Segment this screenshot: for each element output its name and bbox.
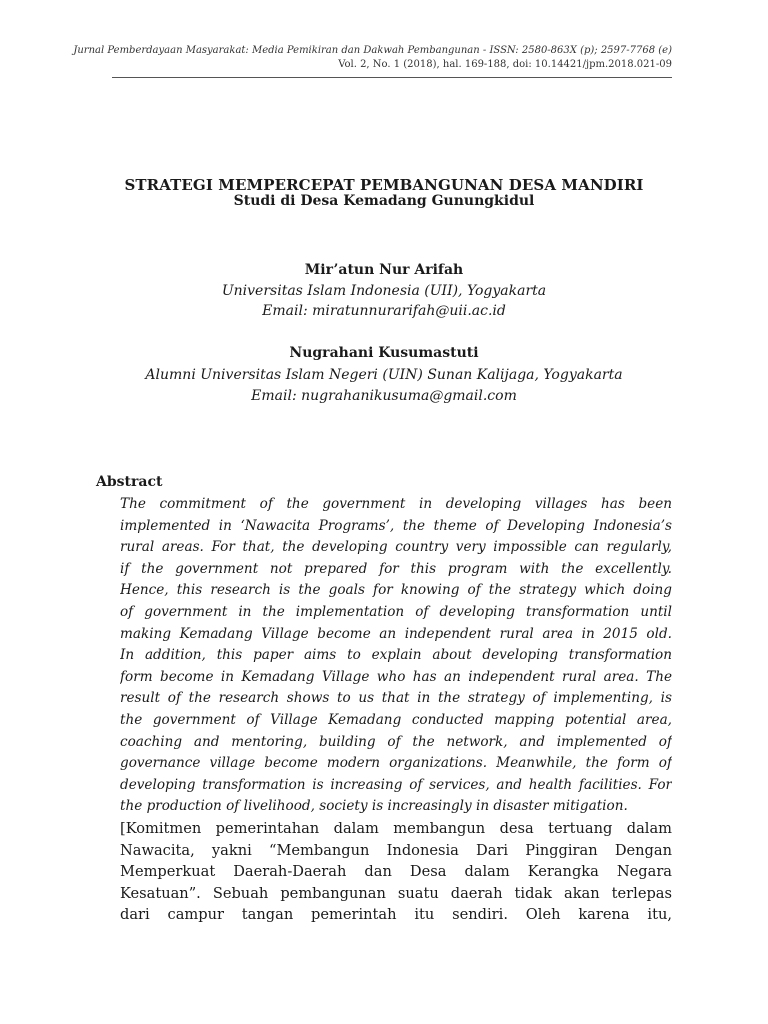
abstract-line: governance village become modern organizations. Meanwhile, the form of [120,755,672,772]
abstract-line: The commitment of the government in developing villages has been [120,496,672,512]
abstract-line: coaching and mentoring, building of the network, and implemented of [120,733,672,750]
indonesian-abstract-line: Memperkuat Daerah-Daerah dan Desa dalam Kerangka Negara [120,863,672,881]
abstract-line: result of the research shows to us that in the strategy of implementing, is [120,690,672,707]
indonesian-abstract-line: dari campur tangan pemerintah itu sendiri. Oleh karena itu, [120,906,672,924]
author-2-email: Email: nugrahanikusuma@gmail.com [251,388,517,404]
abstract-line: rural areas. For that, the developing country very impossible can regularly, [120,539,672,556]
abstract-line: Hence, this research is the goals for knowing of the strategy which doing [120,582,672,599]
header-divider [112,77,672,78]
author-1-name: Mir’atun Nur Arifah [304,262,464,278]
journal-header-line: Jurnal Pemberdayaan Masyarakat: Media Pemikiran dan Dakwah Pembangunan - ISSN: 2580-863X (p); 2597-7768 (e) [73,45,672,56]
abstract-heading: Abstract [96,474,163,490]
abstract-line: form become in Kemadang Village who has an independent rural area. The [120,668,672,685]
author-2-affiliation: Alumni Universitas Islam Negeri (UIN) Sunan Kalijaga, Yogyakarta [145,367,623,383]
abstract-body [120,494,672,818]
abstract-line: of government in the implementation of developing transformation until [120,603,672,620]
author-1-affiliation: Universitas Islam Indonesia (UII), Yogyakarta [221,283,547,299]
indonesian-abstract-body [120,818,672,926]
article-title: STRATEGI MEMPERCEPAT PEMBANGUNAN DESA MANDIRI [124,176,644,194]
indonesian-abstract-line: Kesatuan”. Sebuah pembangunan suatu daerah tidak akan terlepas [120,884,672,902]
author-1-email: Email: miratunnurarifah@uii.ac.id [262,303,506,319]
abstract-line: developing transformation is increasing of services, and health facilities. For [120,776,672,793]
volume-header-line: Vol. 2, No. 1 (2018), hal. 169-188, doi: 10.14421/jpm.2018.021-09 [338,59,672,70]
indonesian-abstract-line: [Komitmen pemerintahan dalam membangun desa tertuang dalam [120,820,672,837]
author-2-name: Nugrahani Kusumastuti [289,345,479,361]
abstract-line: In addition, this paper aims to explain about developing transformation [120,647,672,664]
abstract-line: if the government not prepared for this program with the excellently. [120,560,672,577]
abstract-line: making Kemadang Village become an independent rural area in 2015 old. [120,625,672,642]
abstract-line: the production of livelihood, society is increasingly in disaster mitigation. [120,798,628,815]
indonesian-abstract-line: Nawacita, yakni “Membangun Indonesia Dari Pinggiran Dengan [120,841,672,859]
abstract-line: implemented in ‘Nawacita Programs’, the theme of Developing Indonesia’s [120,517,672,534]
article-subtitle: Studi di Desa Kemadang Gunungkidul [233,193,535,209]
abstract-line: the government of Village Kemadang conducted mapping potential area, [120,711,672,728]
